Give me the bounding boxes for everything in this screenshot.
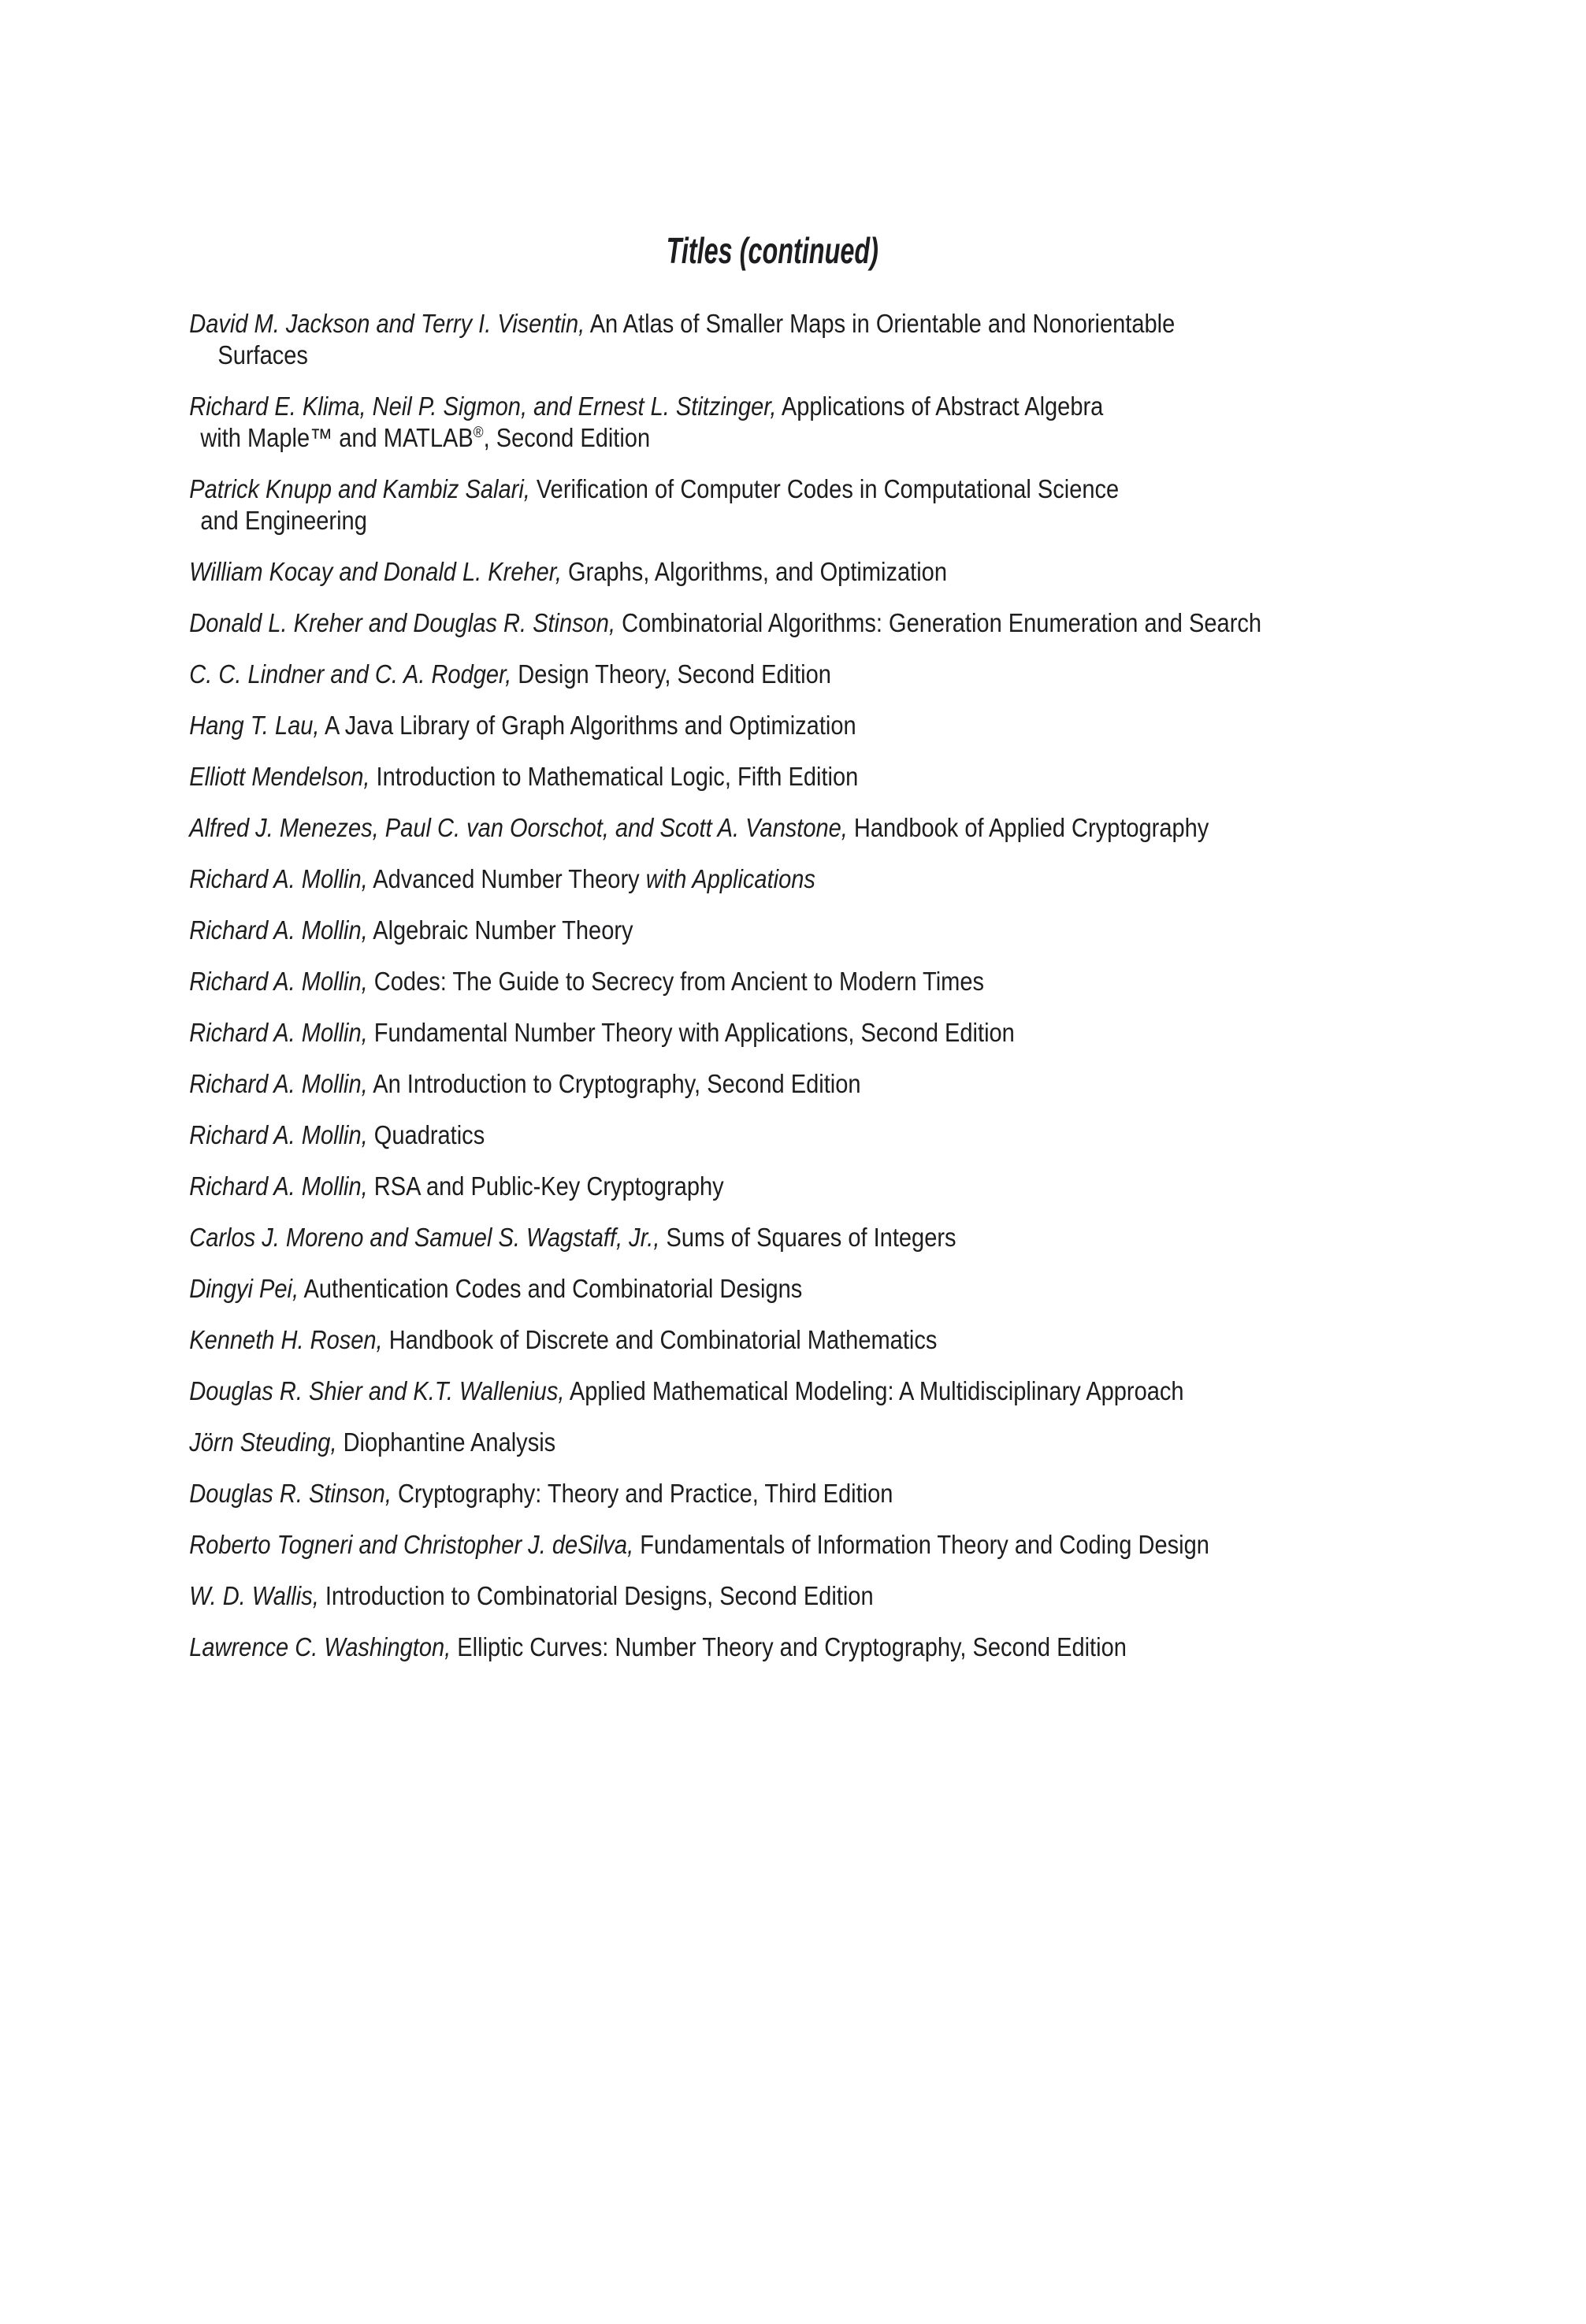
entry-authors: Hang T. Lau, bbox=[189, 711, 320, 740]
entry-line bbox=[189, 556, 1586, 588]
book-entry bbox=[189, 308, 1586, 371]
entry-authors: Carlos J. Moreno and Samuel S. Wagstaff, Jr., bbox=[189, 1223, 660, 1252]
entry-line bbox=[189, 659, 1586, 690]
entry-line bbox=[189, 710, 1586, 741]
book-entry bbox=[189, 659, 1586, 690]
entry-authors: Douglas R. Shier and K.T. Wallenius, bbox=[189, 1376, 565, 1405]
entry-line bbox=[189, 1119, 1586, 1151]
book-entry bbox=[189, 1068, 1586, 1100]
entry-authors: Kenneth H. Rosen, bbox=[189, 1325, 383, 1354]
entry-title-part: Handbook of Discrete and Combinatorial Mathematics bbox=[382, 1325, 938, 1354]
entry-line bbox=[189, 1529, 1586, 1561]
entry-title-part: Combinatorial Algorithms: Generation Enumeration and Search bbox=[615, 608, 1262, 637]
entry-title-part: Surfaces bbox=[217, 340, 308, 369]
entry-title-part: Design Theory, Second Edition bbox=[511, 659, 831, 689]
book-entry bbox=[189, 1375, 1586, 1407]
entry-authors: Richard A. Mollin, bbox=[189, 1120, 368, 1149]
titles-list bbox=[0, 308, 1586, 1663]
entry-title-part: with Applications bbox=[645, 864, 815, 893]
book-entry bbox=[189, 607, 1586, 639]
entry-title-part: RSA and Public-Key Cryptography bbox=[367, 1171, 724, 1201]
book-entry bbox=[189, 1222, 1586, 1253]
entry-title-part: An Atlas of Smaller Maps in Orientable and Nonorientable bbox=[585, 309, 1176, 338]
entry-authors: Dingyi Pei, bbox=[189, 1274, 299, 1303]
entry-authors: Richard E. Klima, Neil P. Sigmon, and Ernest L. Stitzinger, bbox=[189, 392, 777, 421]
entry-line bbox=[189, 915, 1586, 946]
entry-title-part: Graphs, Algorithms, and Optimization bbox=[561, 557, 947, 586]
entry-title-part: Fundamentals of Information Theory and Coding Design bbox=[633, 1530, 1209, 1559]
entry-line bbox=[189, 1068, 1586, 1100]
entry-authors: Richard A. Mollin, bbox=[189, 1069, 368, 1098]
entry-title-part: with Maple™ and MATLAB bbox=[200, 423, 474, 452]
entry-line bbox=[189, 812, 1586, 844]
book-entry bbox=[189, 1478, 1586, 1509]
entry-title-part: An Introduction to Cryptography, Second Edition bbox=[367, 1069, 861, 1098]
entry-title-part: Diophantine Analysis bbox=[336, 1427, 556, 1457]
entry-authors: David M. Jackson and Terry I. Visentin, bbox=[189, 309, 585, 338]
entry-line bbox=[189, 391, 1586, 422]
entry-title-part: Introduction to Combinatorial Designs, Second Edition bbox=[318, 1581, 874, 1610]
entry-line bbox=[189, 1222, 1586, 1253]
entry-title-part: Algebraic Number Theory bbox=[367, 915, 633, 945]
entry-line bbox=[189, 505, 1586, 536]
book-entry bbox=[189, 473, 1586, 536]
entry-authors: C. C. Lindner and C. A. Rodger, bbox=[189, 659, 512, 689]
entry-line bbox=[189, 607, 1586, 639]
book-entry bbox=[189, 812, 1586, 844]
entry-title-part: ® bbox=[473, 424, 484, 441]
entry-line bbox=[189, 1632, 1586, 1663]
entry-authors: W. D. Wallis, bbox=[189, 1581, 319, 1610]
entry-line bbox=[189, 1171, 1586, 1202]
book-entry bbox=[189, 710, 1586, 741]
book-entry bbox=[189, 966, 1586, 997]
entry-authors: Richard A. Mollin, bbox=[189, 1171, 368, 1201]
entry-authors: Richard A. Mollin, bbox=[189, 967, 368, 996]
book-entry bbox=[189, 863, 1586, 895]
entry-title-part: Authentication Codes and Combinatorial Designs bbox=[299, 1274, 803, 1303]
entry-authors: Jörn Steuding, bbox=[189, 1427, 337, 1457]
entry-authors: Elliott Mendelson, bbox=[189, 762, 370, 791]
entry-line bbox=[189, 340, 1586, 371]
entry-line bbox=[189, 422, 1586, 454]
book-entry bbox=[189, 1119, 1586, 1151]
entry-line bbox=[189, 1273, 1586, 1305]
entry-title-part: Applied Mathematical Modeling: A Multidisciplinary Approach bbox=[564, 1376, 1184, 1405]
book-entry bbox=[189, 1324, 1586, 1356]
book-entry bbox=[189, 915, 1586, 946]
entry-line bbox=[189, 473, 1586, 505]
book-entry bbox=[189, 1529, 1586, 1561]
entry-line bbox=[189, 1580, 1586, 1612]
book-entry bbox=[189, 556, 1586, 588]
entry-title-part: Applications of Abstract Algebra bbox=[776, 392, 1104, 421]
entry-authors: Richard A. Mollin, bbox=[189, 1018, 368, 1047]
entry-title-part: A Java Library of Graph Algorithms and Optimization bbox=[319, 711, 856, 740]
entry-title-part: Sums of Squares of Integers bbox=[659, 1223, 956, 1252]
entry-line bbox=[189, 308, 1586, 340]
entry-title-part: Cryptography: Theory and Practice, Third Edition bbox=[391, 1479, 893, 1508]
book-entry bbox=[189, 1273, 1586, 1305]
entry-title-part: Elliptic Curves: Number Theory and Cryptography, Second Edition bbox=[451, 1632, 1127, 1661]
entry-line bbox=[189, 1427, 1586, 1458]
book-entry bbox=[189, 761, 1586, 793]
book-entry bbox=[189, 1632, 1586, 1663]
book-entry bbox=[189, 1017, 1586, 1049]
entry-authors: Lawrence C. Washington, bbox=[189, 1632, 451, 1661]
entry-title-part: Handbook of Applied Cryptography bbox=[847, 813, 1209, 842]
entry-title-part: Quadratics bbox=[367, 1120, 485, 1149]
entry-title-part: and Engineering bbox=[200, 506, 367, 535]
entry-authors: Douglas R. Stinson, bbox=[189, 1479, 392, 1508]
entry-line bbox=[189, 1324, 1586, 1356]
entry-title-part: , Second Edition bbox=[483, 423, 651, 452]
entry-authors: Donald L. Kreher and Douglas R. Stinson, bbox=[189, 608, 616, 637]
entry-authors: William Kocay and Donald L. Kreher, bbox=[189, 557, 562, 586]
entry-line bbox=[189, 1478, 1586, 1509]
page-title: Titles (continued) bbox=[666, 230, 878, 271]
entry-title-part: Fundamental Number Theory with Applications, Second Edition bbox=[367, 1018, 1015, 1047]
entry-line bbox=[189, 761, 1586, 793]
entry-title-part: Codes: The Guide to Secrecy from Ancient to Modern Times bbox=[367, 967, 985, 996]
entry-authors: Alfred J. Menezes, Paul C. van Oorschot, and Scott A. Vanstone, bbox=[189, 813, 848, 842]
entry-authors: Roberto Togneri and Christopher J. deSilva, bbox=[189, 1530, 634, 1559]
entry-line bbox=[189, 863, 1586, 895]
book-entry bbox=[189, 391, 1586, 454]
entry-line bbox=[189, 966, 1586, 997]
entry-line bbox=[189, 1375, 1586, 1407]
entry-line bbox=[189, 1017, 1586, 1049]
book-entry bbox=[189, 1427, 1586, 1458]
book-entry bbox=[189, 1580, 1586, 1612]
entry-authors: Richard A. Mollin, bbox=[189, 915, 368, 945]
entry-authors: Richard A. Mollin, bbox=[189, 864, 368, 893]
entry-title-part: Advanced Number Theory bbox=[367, 864, 646, 893]
entry-authors: Patrick Knupp and Kambiz Salari, bbox=[189, 474, 530, 503]
book-entry bbox=[189, 1171, 1586, 1202]
entry-title-part: Introduction to Mathematical Logic, Fifth Edition bbox=[370, 762, 859, 791]
entry-title-part: Verification of Computer Codes in Computational Science bbox=[529, 474, 1120, 503]
